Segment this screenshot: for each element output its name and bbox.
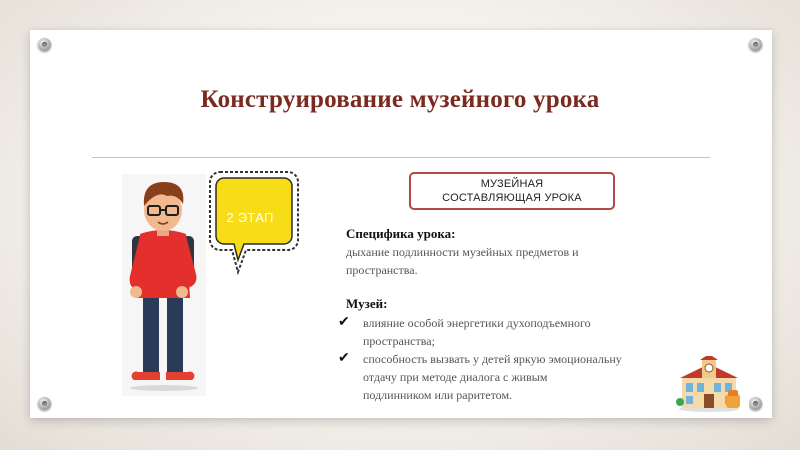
title-divider xyxy=(92,157,710,158)
list-item-line: отдачу при методе диалога с живым xyxy=(363,370,548,384)
pushpin-icon xyxy=(749,38,762,51)
checkmark-icon: ✔ xyxy=(338,315,350,330)
student-illustration xyxy=(118,176,214,394)
stage-label: 2 ЭТАП xyxy=(226,210,274,225)
pushpin-icon xyxy=(749,397,762,410)
section-heading-specifics: Специфика урока: xyxy=(346,226,456,241)
list-item-line: способность вызвать у детей яркую эмоциональну xyxy=(363,352,622,366)
section-text-line: пространства. xyxy=(346,263,418,277)
pushpin-icon xyxy=(38,38,51,51)
list-item-line: влияние особой энергетики духоподъемного xyxy=(363,316,591,330)
page-title: Конструирование музейного урока xyxy=(200,86,600,113)
tag-line-2: СОСТАВЛЯЮЩАЯ УРОКА xyxy=(442,192,582,204)
section-text-line: дыхание подлинности музейных предметов и xyxy=(346,245,579,259)
list-item-line: подлинником или раритетом. xyxy=(363,388,513,402)
checkmark-icon: ✔ xyxy=(338,351,350,366)
component-tag xyxy=(409,172,615,210)
tag-line-1: МУЗЕЙНАЯ xyxy=(480,178,544,190)
museum-building-icon xyxy=(676,356,742,412)
list-item-line: пространства; xyxy=(363,334,435,348)
pushpin-icon xyxy=(38,397,51,410)
section-heading-museum: Музей: xyxy=(346,296,388,311)
